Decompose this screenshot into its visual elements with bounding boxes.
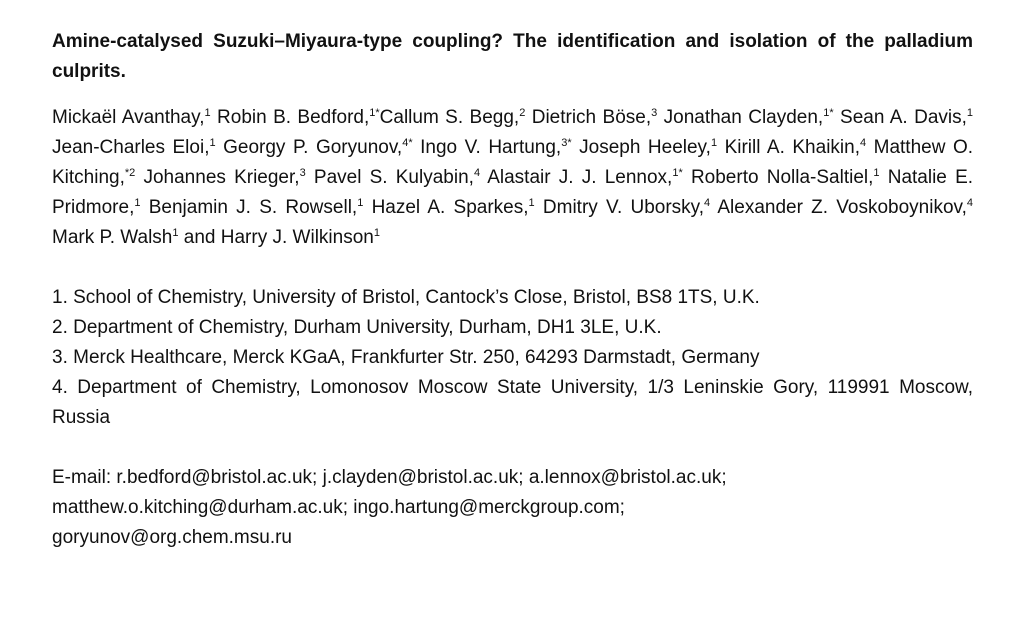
author-name: Johannes Krieger, <box>143 167 300 188</box>
author-name: Matthew O. Kitching, <box>52 137 974 188</box>
author-affiliation-marker: 2 <box>519 107 526 119</box>
author-affiliation-marker: 3* <box>561 137 572 149</box>
email-line: matthew.o.kitching@durham.ac.uk; ingo.hartung@merckgroup.com; <box>52 497 625 518</box>
author-affiliation-marker: 1 <box>528 197 535 209</box>
author-affiliation-marker: 4 <box>704 197 711 209</box>
author-affiliation-marker: 4 <box>966 197 974 209</box>
affiliation: 2. Department of Chemistry, Durham University, Durham, DH1 3LE, U.K. <box>52 317 662 338</box>
author-affiliation-marker: 1* <box>369 107 380 119</box>
author-name: Kirill A. Khaikin, <box>724 137 860 158</box>
author-name: Benjamin J. S. Rowsell, <box>148 197 358 218</box>
email-line: goryunov@org.chem.msu.ru <box>52 527 292 548</box>
author-name: Sean A. Davis, <box>840 107 967 128</box>
author-affiliation-marker: 1 <box>966 107 974 119</box>
author-affiliation-marker: 1* <box>672 167 683 179</box>
author <box>664 107 834 128</box>
author-name: Robin B. Bedford, <box>217 107 370 128</box>
author <box>314 167 480 188</box>
paper-title: Amine-catalysed Suzuki–Miyaura-type coupling? The identification and isolation of the palladium culprits. <box>52 31 973 82</box>
author <box>52 107 211 128</box>
author <box>372 197 535 218</box>
author <box>840 107 973 128</box>
author-name: Dmitry V. Uborsky, <box>542 197 705 218</box>
affiliation: 1. School of Chemistry, University of Bristol, Cantock’s Close, Bristol, BS8 1TS, U.K. <box>52 287 760 308</box>
author <box>717 197 973 218</box>
author-name: Jean-Charles Eloi, <box>52 137 210 158</box>
email-line: E-mail: r.bedford@bristol.ac.uk; j.clayden@bristol.ac.uk; a.lennox@bristol.ac.uk; <box>52 467 727 488</box>
author <box>543 197 710 218</box>
author <box>143 167 305 188</box>
author-affiliation-marker: 1 <box>373 227 380 239</box>
author <box>487 167 683 188</box>
affiliation: 3. Merck Healthcare, Merck KGaA, Frankfurter Str. 250, 64293 Darmstadt, Germany <box>52 347 760 368</box>
author <box>579 137 717 158</box>
email-block <box>52 463 973 553</box>
author-affiliation-marker: 4* <box>402 137 413 149</box>
author-affiliation-marker: 1 <box>357 197 364 209</box>
author <box>532 107 658 128</box>
author-affiliation-marker: 3 <box>299 167 306 179</box>
paper-header <box>52 27 973 553</box>
author-name: Callum S. Begg, <box>379 107 520 128</box>
author-name: and Harry J. Wilkinson <box>183 227 374 248</box>
author <box>52 227 179 248</box>
author-name: Hazel A. Sparkes, <box>371 197 529 218</box>
affiliation: 4. Department of Chemistry, Lomonosov Moscow State University, 1/3 Leninskie Gory, 119991 Moscow, Russia <box>52 377 973 428</box>
author-name: Natalie E. Pridmore, <box>52 167 974 218</box>
author-name: Ingo V. Hartung, <box>420 137 562 158</box>
author-list <box>52 103 973 253</box>
author <box>380 107 526 128</box>
author-name: Pavel S. Kulyabin, <box>313 167 474 188</box>
author-name: Mark P. Walsh <box>52 227 173 248</box>
author-affiliation-marker: 3 <box>651 107 658 119</box>
author-name: Dietrich Böse, <box>531 107 652 128</box>
author-name: Alastair J. J. Lennox, <box>487 167 673 188</box>
author <box>691 167 880 188</box>
author-affiliation-marker: 4 <box>473 167 481 179</box>
author-affiliation-marker: 1 <box>134 197 141 209</box>
author <box>223 137 412 158</box>
author <box>420 137 572 158</box>
author-name: Georgy P. Goryunov, <box>223 137 403 158</box>
author-affiliation-marker: 1 <box>209 137 216 149</box>
author-name: Jonathan Clayden, <box>663 107 824 128</box>
author-name: Roberto Nolla-Saltiel, <box>690 167 874 188</box>
affiliation-list <box>52 283 973 433</box>
author-name: Joseph Heeley, <box>579 137 711 158</box>
author-affiliation-marker: 1 <box>204 107 211 119</box>
author-affiliation-marker: 1 <box>172 227 179 239</box>
author-name: Alexander Z. Voskoboynikov, <box>717 197 967 218</box>
author-affiliation-marker: 1 <box>873 167 880 179</box>
author <box>725 137 867 158</box>
author <box>149 197 364 218</box>
author <box>184 227 380 248</box>
author-name: Mickaël Avanthay, <box>52 107 205 128</box>
author-affiliation-marker: *2 <box>124 167 136 179</box>
author-affiliation-marker: 1 <box>710 137 718 149</box>
author-affiliation-marker: 4 <box>859 137 867 149</box>
author-affiliation-marker: 1* <box>823 107 834 119</box>
author <box>217 107 380 128</box>
author <box>52 137 216 158</box>
